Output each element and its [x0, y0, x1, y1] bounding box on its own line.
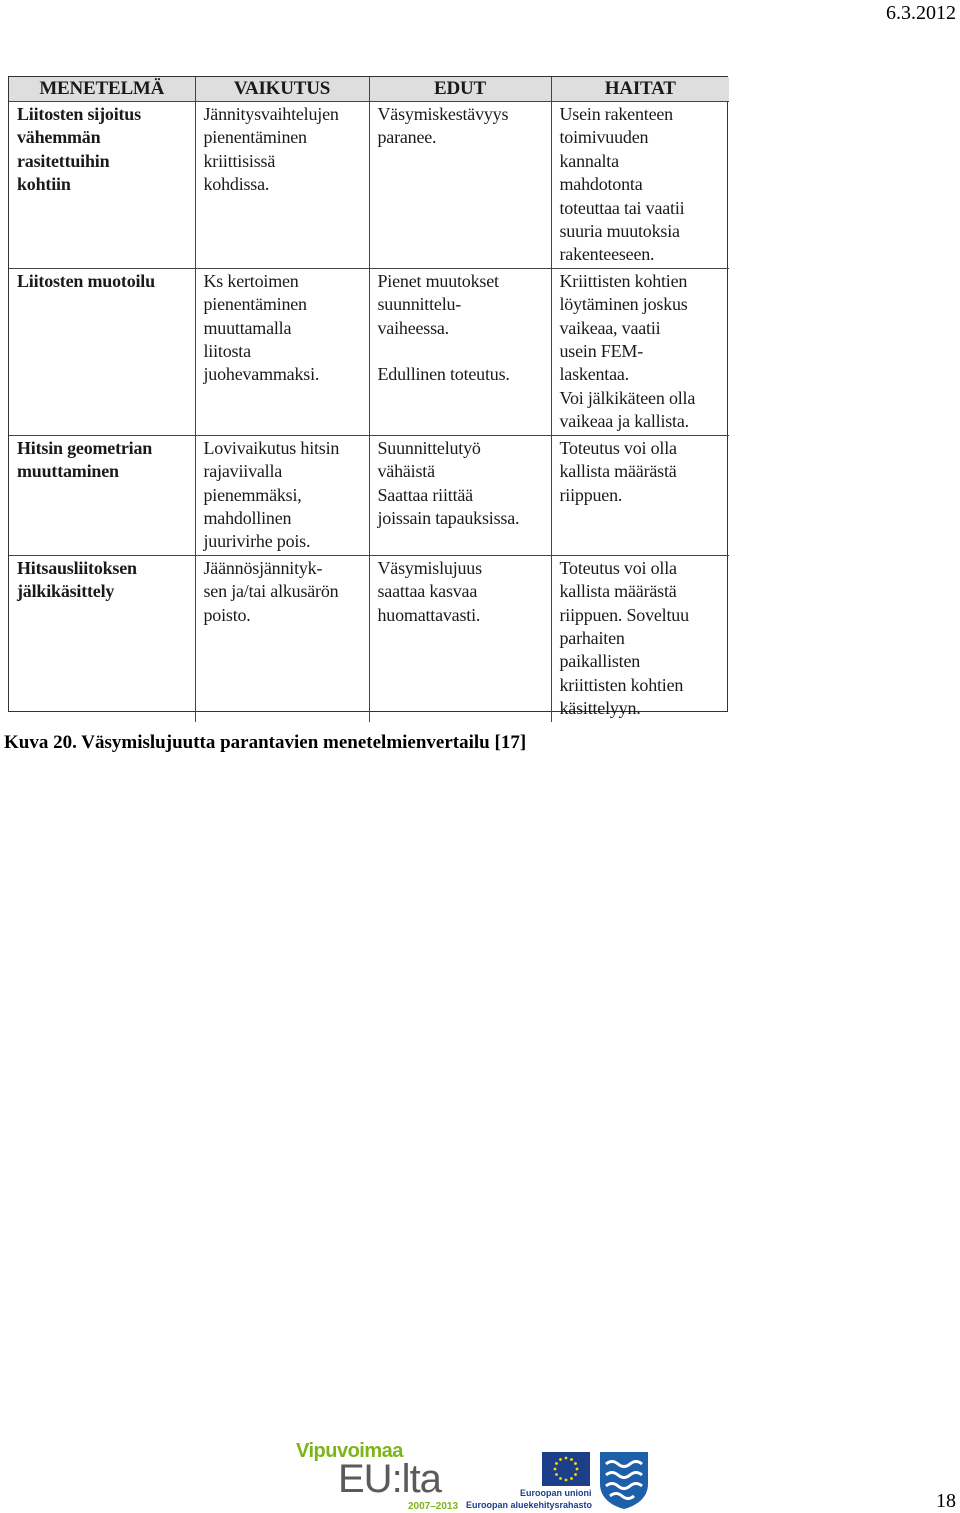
cell-cons: Kriittisten kohtien löytäminen joskus vaikeaa, vaatii usein FEM- laskentaa. Voi jälkikäteen olla vaikeaa ja kallista.: [551, 268, 729, 435]
table-row: [9, 555, 729, 721]
cell-cons: Toteutus voi olla kallista määrästä riippuen. Soveltuu parhaiten paikallisten kriittisten kohtien käsittelyyn.: [559, 557, 689, 719]
cell-effect: Lovivaikutus hitsin rajaviivalla pienemmäksi, mahdollinen juurivirhe pois.: [195, 435, 369, 555]
column-header-pros: EDUT: [369, 77, 551, 102]
cell-pros: Pienet muutokset suunnittelu- vaiheessa. Edullinen toteutus.: [369, 268, 551, 435]
eulta-logo-text: EU:lta: [338, 1457, 441, 1501]
eu-union-label: Euroopan unioni: [520, 1488, 592, 1498]
regional-crest-icon: [598, 1450, 650, 1510]
cell-cons: Toteutus voi olla kallista määrästä riippuen.: [551, 435, 729, 555]
page-date: 6.3.2012: [886, 2, 956, 24]
caption-label: Kuva 20.: [4, 732, 77, 753]
cell-pros: Suunnittelutyö vähäistä Saattaa riittää joissain tapauksissa.: [369, 435, 551, 555]
methods-comparison-table: [9, 77, 729, 722]
page-number: 18: [936, 1490, 956, 1512]
cell-cons: Usein rakenteen toimivuuden kannalta mahdotonta toteuttaa tai vaatii suuria muutoksia rakenteeseen.: [551, 102, 729, 269]
cell-pros: Väsymiskestävyys paranee.: [369, 102, 551, 269]
table-row: [9, 102, 729, 269]
caption-text: Väsymislujuutta parantavien menetelmienvertailu [17]: [81, 732, 527, 753]
cell-effect: Ks kertoimen pienentäminen muuttamalla liitosta juohevammaksi.: [195, 268, 369, 435]
comparison-table-figure: [8, 76, 728, 719]
column-header-cons: HAITAT: [551, 77, 729, 102]
cell-pros: Väsymislujuus saattaa kasvaa huomattavasti.: [369, 555, 551, 721]
vipuvoimaa-logo-text: Vipuvoimaa: [296, 1440, 403, 1462]
cell-method: Liitosten sijoitus vähemmän rasitettuihin kohtiin: [9, 102, 195, 269]
cell-method: Hitsin geometrian muuttaminen: [9, 435, 195, 555]
program-years: 2007–2013: [408, 1501, 459, 1512]
footer-logos: [292, 1438, 662, 1512]
column-header-effect: VAIKUTUS: [195, 77, 369, 102]
eu-fund-label: Euroopan aluekehitysrahasto: [466, 1500, 593, 1510]
figure-caption: [4, 732, 526, 754]
cell-method: Liitosten muotoilu: [9, 268, 195, 435]
table-header-row: [9, 77, 729, 102]
cell-effect: Jäännösjännityk- sen ja/tai alkusärön poisto.: [195, 555, 369, 721]
table-row: [9, 268, 729, 435]
table-row: [9, 435, 729, 555]
column-header-method: MENETELMÄ: [9, 77, 195, 102]
eu-flag-icon: [542, 1452, 590, 1486]
cell-effect: Jännitysvaihtelujen pienentäminen kriittisissä kohdissa.: [195, 102, 369, 269]
cell-method: Hitsausliitoksen jälkikäsittely: [9, 555, 195, 721]
